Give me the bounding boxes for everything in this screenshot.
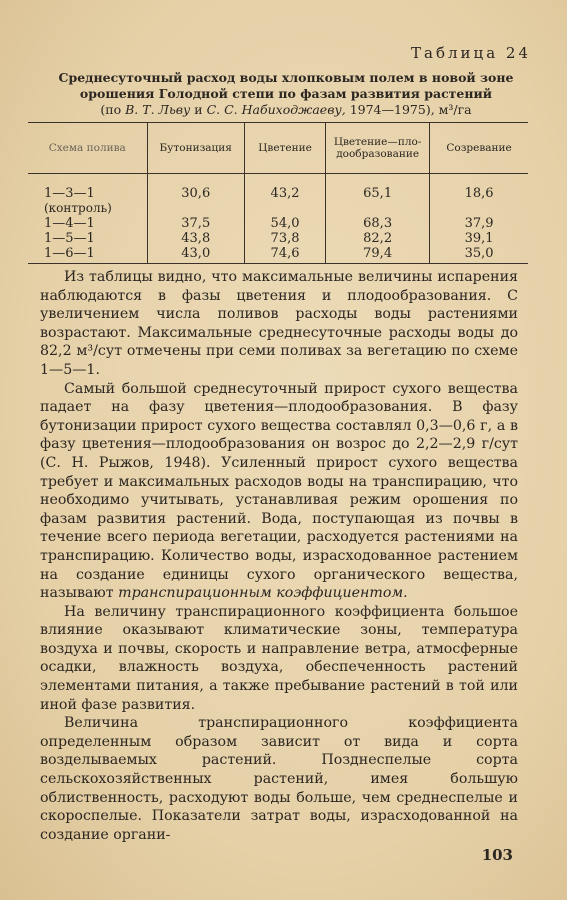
source-author-1: В. Т. Льву [125, 102, 191, 117]
control-note: (контроль) [44, 201, 112, 215]
header-scheme: Схема полива [28, 123, 147, 174]
cell-ripening: 37,9 [430, 216, 528, 231]
table-number: Таблица 24 [411, 44, 531, 62]
table-row [28, 216, 528, 231]
source-year-unit: 1974—1975), м³/га [345, 102, 472, 117]
row-scheme: 1—4—1 [44, 216, 95, 231]
table-header-row [28, 123, 528, 174]
cell-ripening: 39,1 [430, 231, 528, 246]
paragraph-2-term: транспирационным коэффициентом. [118, 585, 408, 602]
cell-flowering-fruiting: 79,4 [326, 246, 430, 264]
header-flowering: Цветение [244, 123, 325, 174]
caption-line-2: орошения Голодной степи по фазам развития растений [79, 86, 493, 101]
cell-ripening: 35,0 [430, 246, 528, 264]
cell-flowering: 43,2 [244, 174, 325, 217]
cell-flowering-fruiting: 68,3 [326, 216, 430, 231]
cell-flowering: 54,0 [244, 216, 325, 231]
cell-flowering-fruiting: 65,1 [326, 174, 430, 217]
header-ripening: Созревание [430, 123, 528, 174]
paragraph-2 [40, 380, 518, 603]
cell-ripening: 18,6 [430, 174, 528, 217]
row-scheme: 1—6—1 [28, 246, 147, 264]
header-budding: Бутонизация [147, 123, 244, 174]
caption-source [40, 102, 532, 118]
row-scheme [28, 174, 147, 217]
caption-line-1: Среднесуточный расход воды хлопковым полем в новой зоне [58, 70, 514, 85]
cell-flowering-fruiting: 82,2 [326, 231, 430, 246]
table-caption [40, 70, 532, 118]
cell-budding: 37,5 [147, 216, 244, 231]
cell-flowering: 73,8 [244, 231, 325, 246]
cell-budding: 43,0 [147, 246, 244, 264]
table-row [28, 246, 528, 264]
paragraph-1: Из таблицы видно, что максимальные величины испарения наблюдаются в фазы цветения и плодообразования. С увеличением числа поливов расходы воды растениями возрастают. Максимальные среднесуточные расходы воды до 82,2 м³/сут отмечены при семи поливах за вегетацию по схеме 1—5—1. [40, 269, 518, 378]
paragraph-4: Величина транспирационного коэффициента определенным образом зависит от вида и сорта возделываемых растений. Позднеспелые сорта сельскохозяйственных растений, имея большую облиственность, расходуют воды больше, чем среднеспелые и скороспелые. Показатели затрат воды, израсходованной на создание органи- [40, 715, 518, 843]
source-author-2: С. С. Набиходжаеву, [206, 102, 346, 117]
header-flowering-fruiting: Цветение—пло-дообразование [326, 123, 430, 174]
cell-flowering: 74,6 [244, 246, 325, 264]
paragraph-2-text: Самый большой среднесуточный прирост сухого вещества падает на фазу цветения—плодообразования. В фазу бутонизации прирост сухого вещества составлял 0,3—0,6 г, а в фазу цветения—плодообразования он возрос до 2,2—2,9 г/сут (С. Н. Рыжов, 1948). Усиленный прирост сухого вещества требует и максимальных расходов воды на транспирацию, что необходимо учитывать, устанавливая режим орошения по фазам развития растений. Вода, поступающая из почвы в течение всего периода вегетации, расходуется растениями на транспирацию. Количество воды, израсходованное растением на создание единицы сухого органического вещества, называют [40, 380, 518, 602]
table-row [28, 174, 528, 217]
table-row [28, 231, 528, 246]
source-and: и [190, 102, 207, 117]
cell-budding: 30,6 [147, 174, 244, 217]
water-use-table [28, 122, 528, 264]
scheme-label: 1—3—1 [44, 186, 95, 201]
row-scheme: 1—5—1 [44, 231, 95, 246]
paragraph-3: На величину транспирационного коэффициента большое влияние оказывают климатические зоны, температура воздуха и почвы, скорость и направление ветра, атмосферные осадки, влажность воздуха, обеспеченность растений элементами питания, а также пребывание растений в той или иной фазе развития. [40, 603, 518, 713]
page-number: 103 [481, 846, 513, 864]
cell-budding: 43,8 [147, 231, 244, 246]
source-open: (по [100, 102, 126, 117]
body-text [40, 268, 518, 844]
